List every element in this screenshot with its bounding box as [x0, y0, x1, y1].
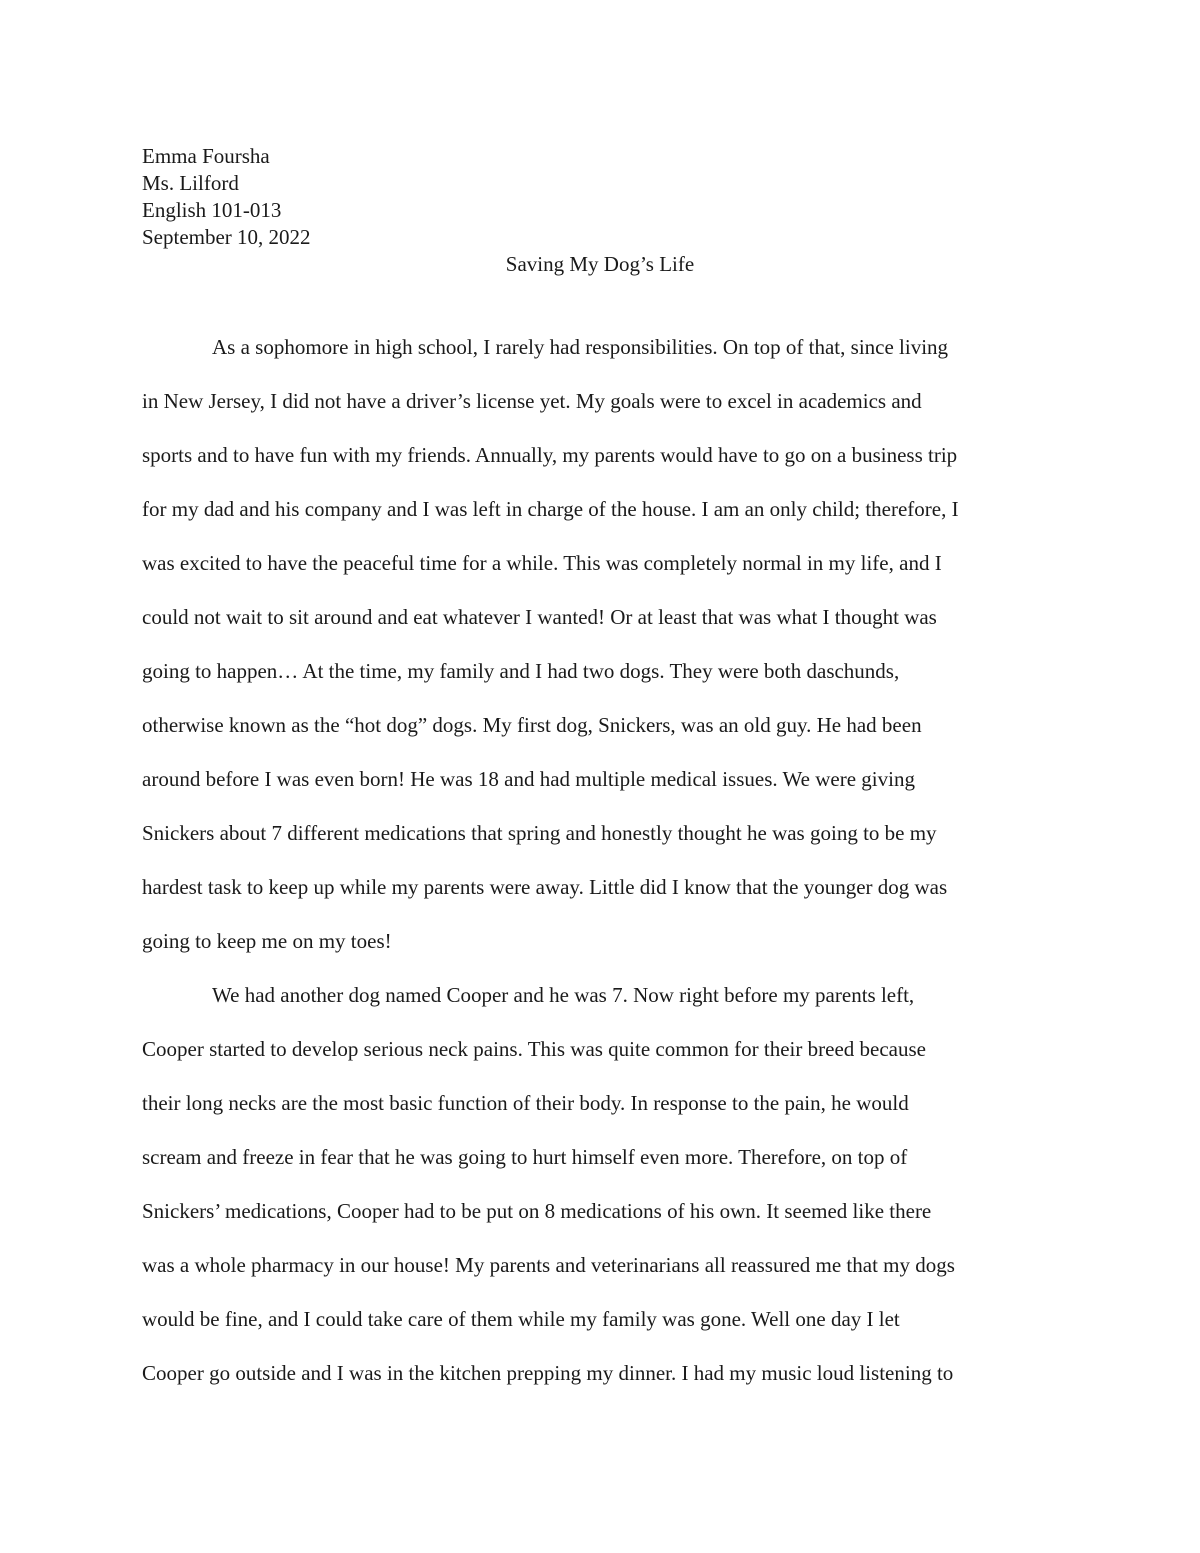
essay-date: September 10, 2022 — [142, 225, 311, 249]
paragraph-2-line: Snickers’ medications, Cooper had to be put on 8 medications of his own. It seemed like there — [142, 1199, 932, 1223]
paragraph-1-line: sports and to have fun with my friends. Annually, my parents would have to go on a business trip — [142, 443, 958, 467]
essay-body — [142, 332, 1072, 1412]
mla-heading — [142, 143, 311, 251]
essay-title: Saving My Dog’s Life — [505, 252, 695, 276]
paragraph-1-line: As a sophomore in high school, I rarely had responsibilities. On top of that, since living — [212, 335, 949, 359]
paragraph-1-line: going to keep me on my toes! — [142, 929, 392, 953]
paragraph-1-line: could not wait to sit around and eat whatever I wanted! Or at least that was what I thought was — [142, 605, 937, 629]
paragraph-1-line: was excited to have the peaceful time for a while. This was completely normal in my life, and I — [142, 551, 942, 575]
paragraph-2-line: their long necks are the most basic function of their body. In response to the pain, he would — [142, 1091, 909, 1115]
paragraph-2-line: Cooper started to develop serious neck pains. This was quite common for their breed because — [142, 1037, 926, 1061]
instructor-name: Ms. Lilford — [142, 171, 239, 195]
paragraph-1-line: going to happen… At the time, my family and I had two dogs. They were both daschunds, — [142, 659, 900, 683]
paragraph-1-line: around before I was even born! He was 18 and had multiple medical issues. We were giving — [142, 767, 915, 791]
paragraph-1-line: for my dad and his company and I was left in charge of the house. I am an only child; therefore, I — [142, 497, 959, 521]
paragraph-1-line: hardest task to keep up while my parents were away. Little did I know that the younger dog was — [142, 875, 948, 899]
paragraph-2-line: Cooper go outside and I was in the kitchen prepping my dinner. I had my music loud listening to — [142, 1361, 954, 1385]
paragraph-2-line: We had another dog named Cooper and he was 7. Now right before my parents left, — [212, 983, 915, 1007]
paragraph-1-line: otherwise known as the “hot dog” dogs. My first dog, Snickers, was an old guy. He had been — [142, 713, 922, 737]
paragraph-2-line: scream and freeze in fear that he was going to hurt himself even more. Therefore, on top of — [142, 1145, 908, 1169]
paragraph-1-line: in New Jersey, I did not have a driver’s license yet. My goals were to excel in academics and — [142, 389, 922, 413]
paragraph-2-line: was a whole pharmacy in our house! My parents and veterinarians all reassured me that my dogs — [142, 1253, 955, 1277]
paragraph-1-line: Snickers about 7 different medications that spring and honestly thought he was going to be my — [142, 821, 937, 845]
course-name: English 101-013 — [142, 198, 282, 222]
paragraph-2-line: would be fine, and I could take care of them while my family was gone. Well one day I let — [142, 1307, 900, 1331]
author-name: Emma Foursha — [142, 144, 270, 168]
